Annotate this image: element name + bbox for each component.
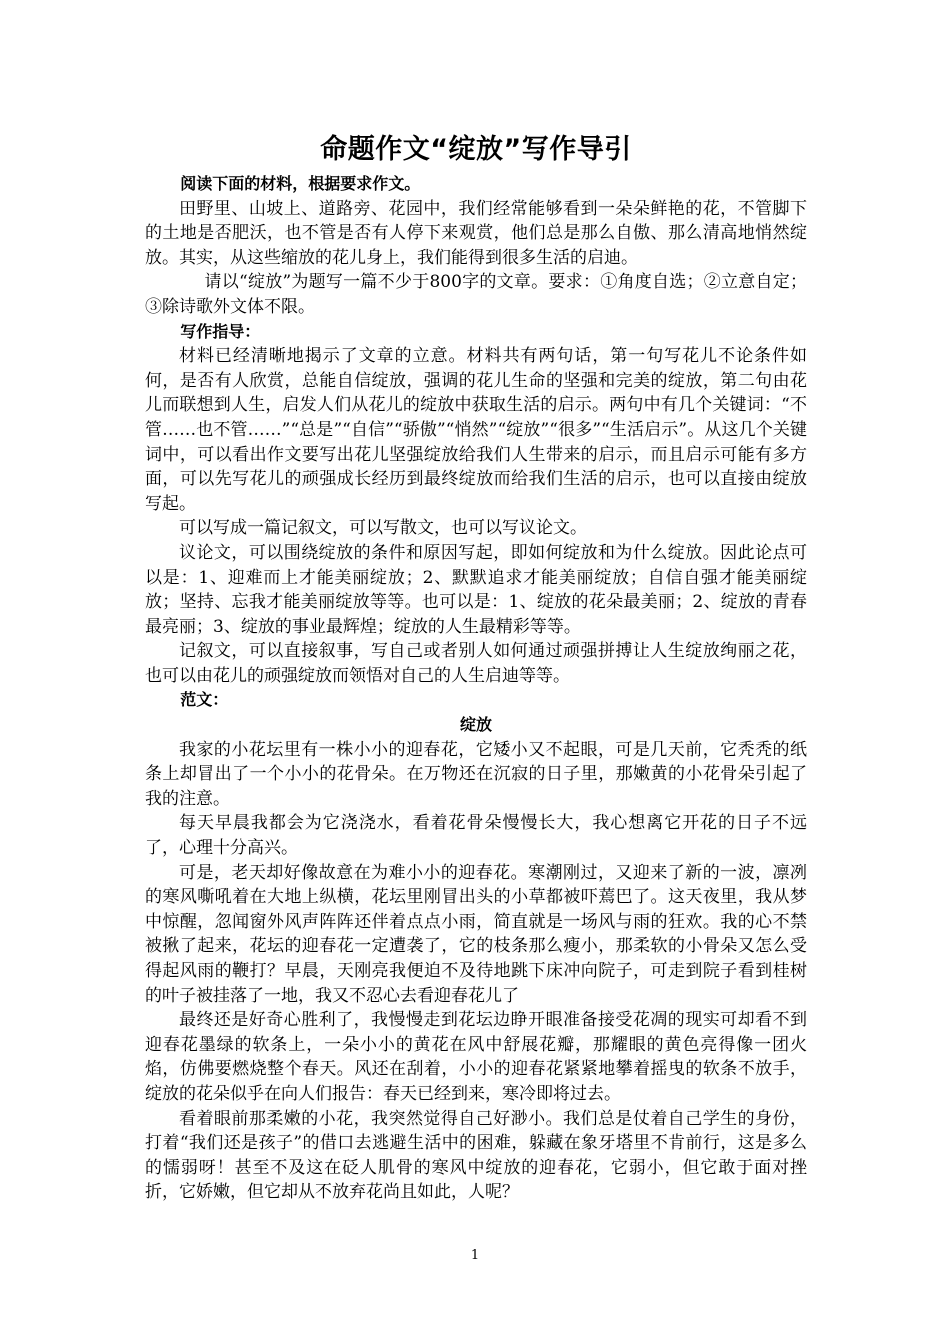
guide-heading: 写作指导： — [180, 321, 261, 341]
essay-paragraph: 最终还是好奇心胜利了，我慢慢走到花坛边睁开眼准备接受花凋的现实可却看不到迎春花墨绿的软条上，一朵小小的黄花在风中舒展花瓣，那耀眼的黄色亮得像一团火焰，仿佛要燃烧整个春天。风还在刮着，小小的迎春花紧紧地攀着摇曳的软条不放手，绽放的花朵似乎在向人们报告：春天已经到来，寒冷即将过去。 — [145, 1010, 807, 1104]
essay-paragraph: 看着眼前那柔嫩的小花，我突然觉得自己好渺小。我们总是仗着自己学生的身份，打着“我们还是孩子”的借口去逃避生活中的困难，躲藏在象牙塔里不肯前行，这是多么的懦弱呀！甚至不及这在砭人肌骨的寒风中绽放的迎春花，它弱小，但它敢于面对挫折，它娇嫩，但它却从不放弃花尚且如此，人呢？ — [145, 1108, 807, 1203]
essay-paragraph: 每天早晨我都会为它浇浇水，看着花骨朵慢慢长大，我心想离它开花的日子不远了，心理十分高兴。 — [145, 813, 807, 859]
essay-title: 绽放 — [459, 715, 492, 735]
guide-paragraph: 记叙文，可以直接叙事，写自己或者别人如何通过顽强拼搏让人生绽放绚丽之花，也可以由花儿的顽强绽放而领悟对自己的人生启迪等等。 — [145, 641, 807, 686]
document-title: 命题作文“绽放”写作导引 — [320, 134, 632, 165]
material-paragraph: 田野里、山坡上、道路旁、花园中，我们经常能够看到一朵朵鲜艳的花，不管脚下的土地是否肥沃，也不管是否有人停下来观赏，他们总是那么自傲、那么清高地悄然绽放。其实，从这些缩放的花儿身上，我们能得到很多生活的启迪。 — [145, 198, 807, 268]
guide-paragraph: 议论文，可以围绕绽放的条件和原因写起，即如何绽放和为什么绽放。因此论点可以是：1、迎难而上才能美丽绽放；2、默默追求才能美丽绽放；自信自强才能美丽绽放；坚持、忘我才能美丽绽放等等。也可以是：1、绽放的花朵最美丽；2、绽放的青春最亮丽；3、绽放的事业最辉煌；绽放的人生最精彩等等。 — [145, 542, 807, 637]
guide-paragraph: 可以写成一篇记叙文，可以写散文，也可以写议论文。 — [179, 518, 587, 539]
essay-paragraph: 我家的小花坛里有一株小小的迎春花，它矮小又不起眼，可是几天前，它秃秃的纸条上却冒出了一个小小的花骨朵。在万物还在沉寂的日子里，那嫩黄的小花骨朵引起了我的注意。 — [145, 739, 807, 809]
sample-heading: 范文： — [180, 690, 229, 710]
document-page — [145, 130, 807, 1205]
guide-paragraph: 材料已经清晰地揭示了文章的立意。材料共有两句话，第一句写花儿不论条件如何，是否有人欣赏，总能自信绽放，强调的花儿生命的坚强和完美的绽放，第二句由花儿而联想到人生，启发人们从花儿的绽放中获取生活的启示。两句中有几个关键词：“不管……也不管……”“总是”“自信”“骄傲”“悄然”“绽放”“很多”“生活启示”。从这几个关键词中，可以看出作文要写出花儿坚强绽放给我们人生带来的启示，而且启示可能有多方面，可以先写花儿的顽强成长经历到最终绽放而给我们生活的启示，也可以直接由绽放写起。 — [145, 346, 807, 514]
instruction-heading: 阅读下面的材料，根据要求作文。 — [180, 174, 421, 193]
page-number: 1 — [470, 1248, 480, 1263]
requirement-paragraph: 请以“绽放”为题写一篇不少于800字的文章。要求：①角度自选；②立意自定；③除诗歌外文体不限。 — [145, 272, 807, 317]
essay-paragraph: 可是，老天却好像故意在为难小小的迎春花。寒潮刚过，又迎来了新的一波，凛冽的寒风嘶吼着在大地上纵横，花坛里刚冒出头的小草都被吓蔫巴了。这天夜里，我从梦中惊醒，忽闻窗外风声阵阵还伴着点点小雨，简直就是一场风与雨的狂欢。我的心不禁被揪了起来，花坛的迎春花一定遭袭了，它的枝条那么瘦小，那柔软的小骨朵又怎么受得起风雨的鞭打？早晨，天刚亮我便迫不及待地跳下床冲向院子，可走到院子看到桂树的叶子被挂落了一地，我又不忍心去看迎春花儿了 — [145, 862, 807, 1006]
